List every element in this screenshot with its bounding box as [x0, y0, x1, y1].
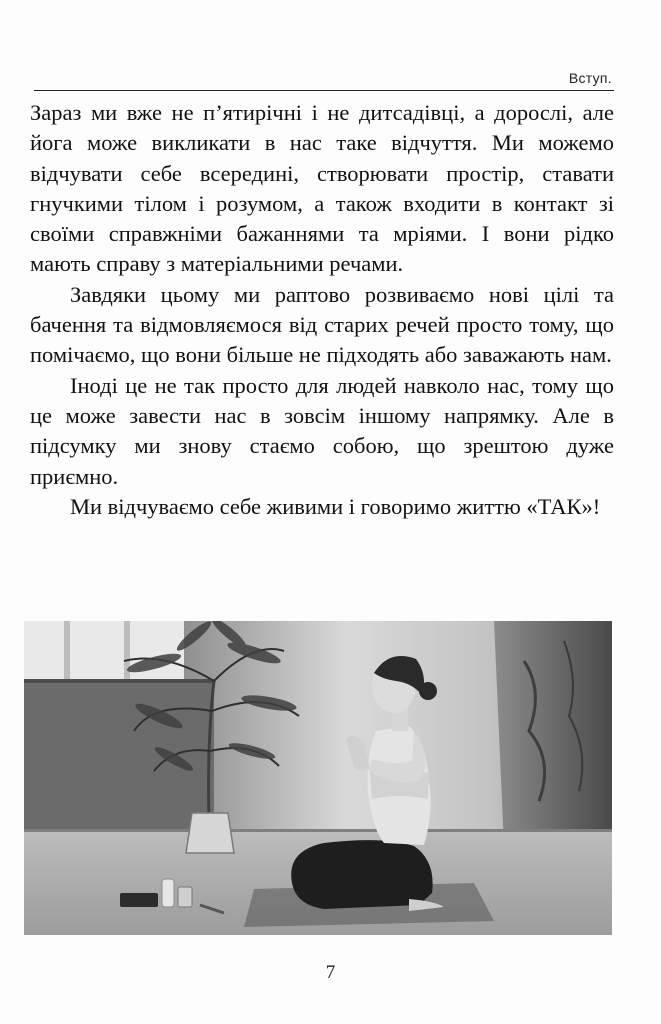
glass-jar — [178, 887, 192, 907]
section-label: Вступ. — [568, 70, 612, 86]
paragraph-3: Іноді це не так просто для людей навколо нас, тому що це може завести нас в зовсім іншому напрямку. Але в підсумку ми знову стаємо собою, що зрештою дуже приємно. — [30, 372, 614, 489]
water-bottle — [162, 879, 174, 907]
body-text — [30, 98, 614, 522]
textured-wall — [494, 621, 612, 851]
window-light — [24, 621, 184, 679]
yoga-block — [120, 893, 158, 907]
paragraph-4: Ми відчуваємо себе живими і говоримо життю «ТАК»! — [70, 493, 601, 519]
yoga-photo — [24, 621, 612, 935]
paragraph-2: Завдяки цьому ми раптово розвиваємо нові цілі та бачення та відмовляємося від старих речей просто тому, що помічаємо, що вони більше не підходять або заважають нам. — [30, 281, 614, 368]
page-number: 7 — [325, 962, 336, 983]
paragraph-1: Зараз ми вже не п’ятирічні і не дитсадівці, а дорослі, але йога може викликати в нас таке відчуття. Ми можемо відчувати себе всередині, створювати простір, ставати гнучкими тілом і розумом, а також входити в контакт зі своїми справжніми бажаннями та мріями. І вони рідко мають справу з матеріальними речами. — [30, 100, 614, 277]
dark-wall-panel — [24, 679, 214, 829]
running-header — [34, 64, 614, 91]
